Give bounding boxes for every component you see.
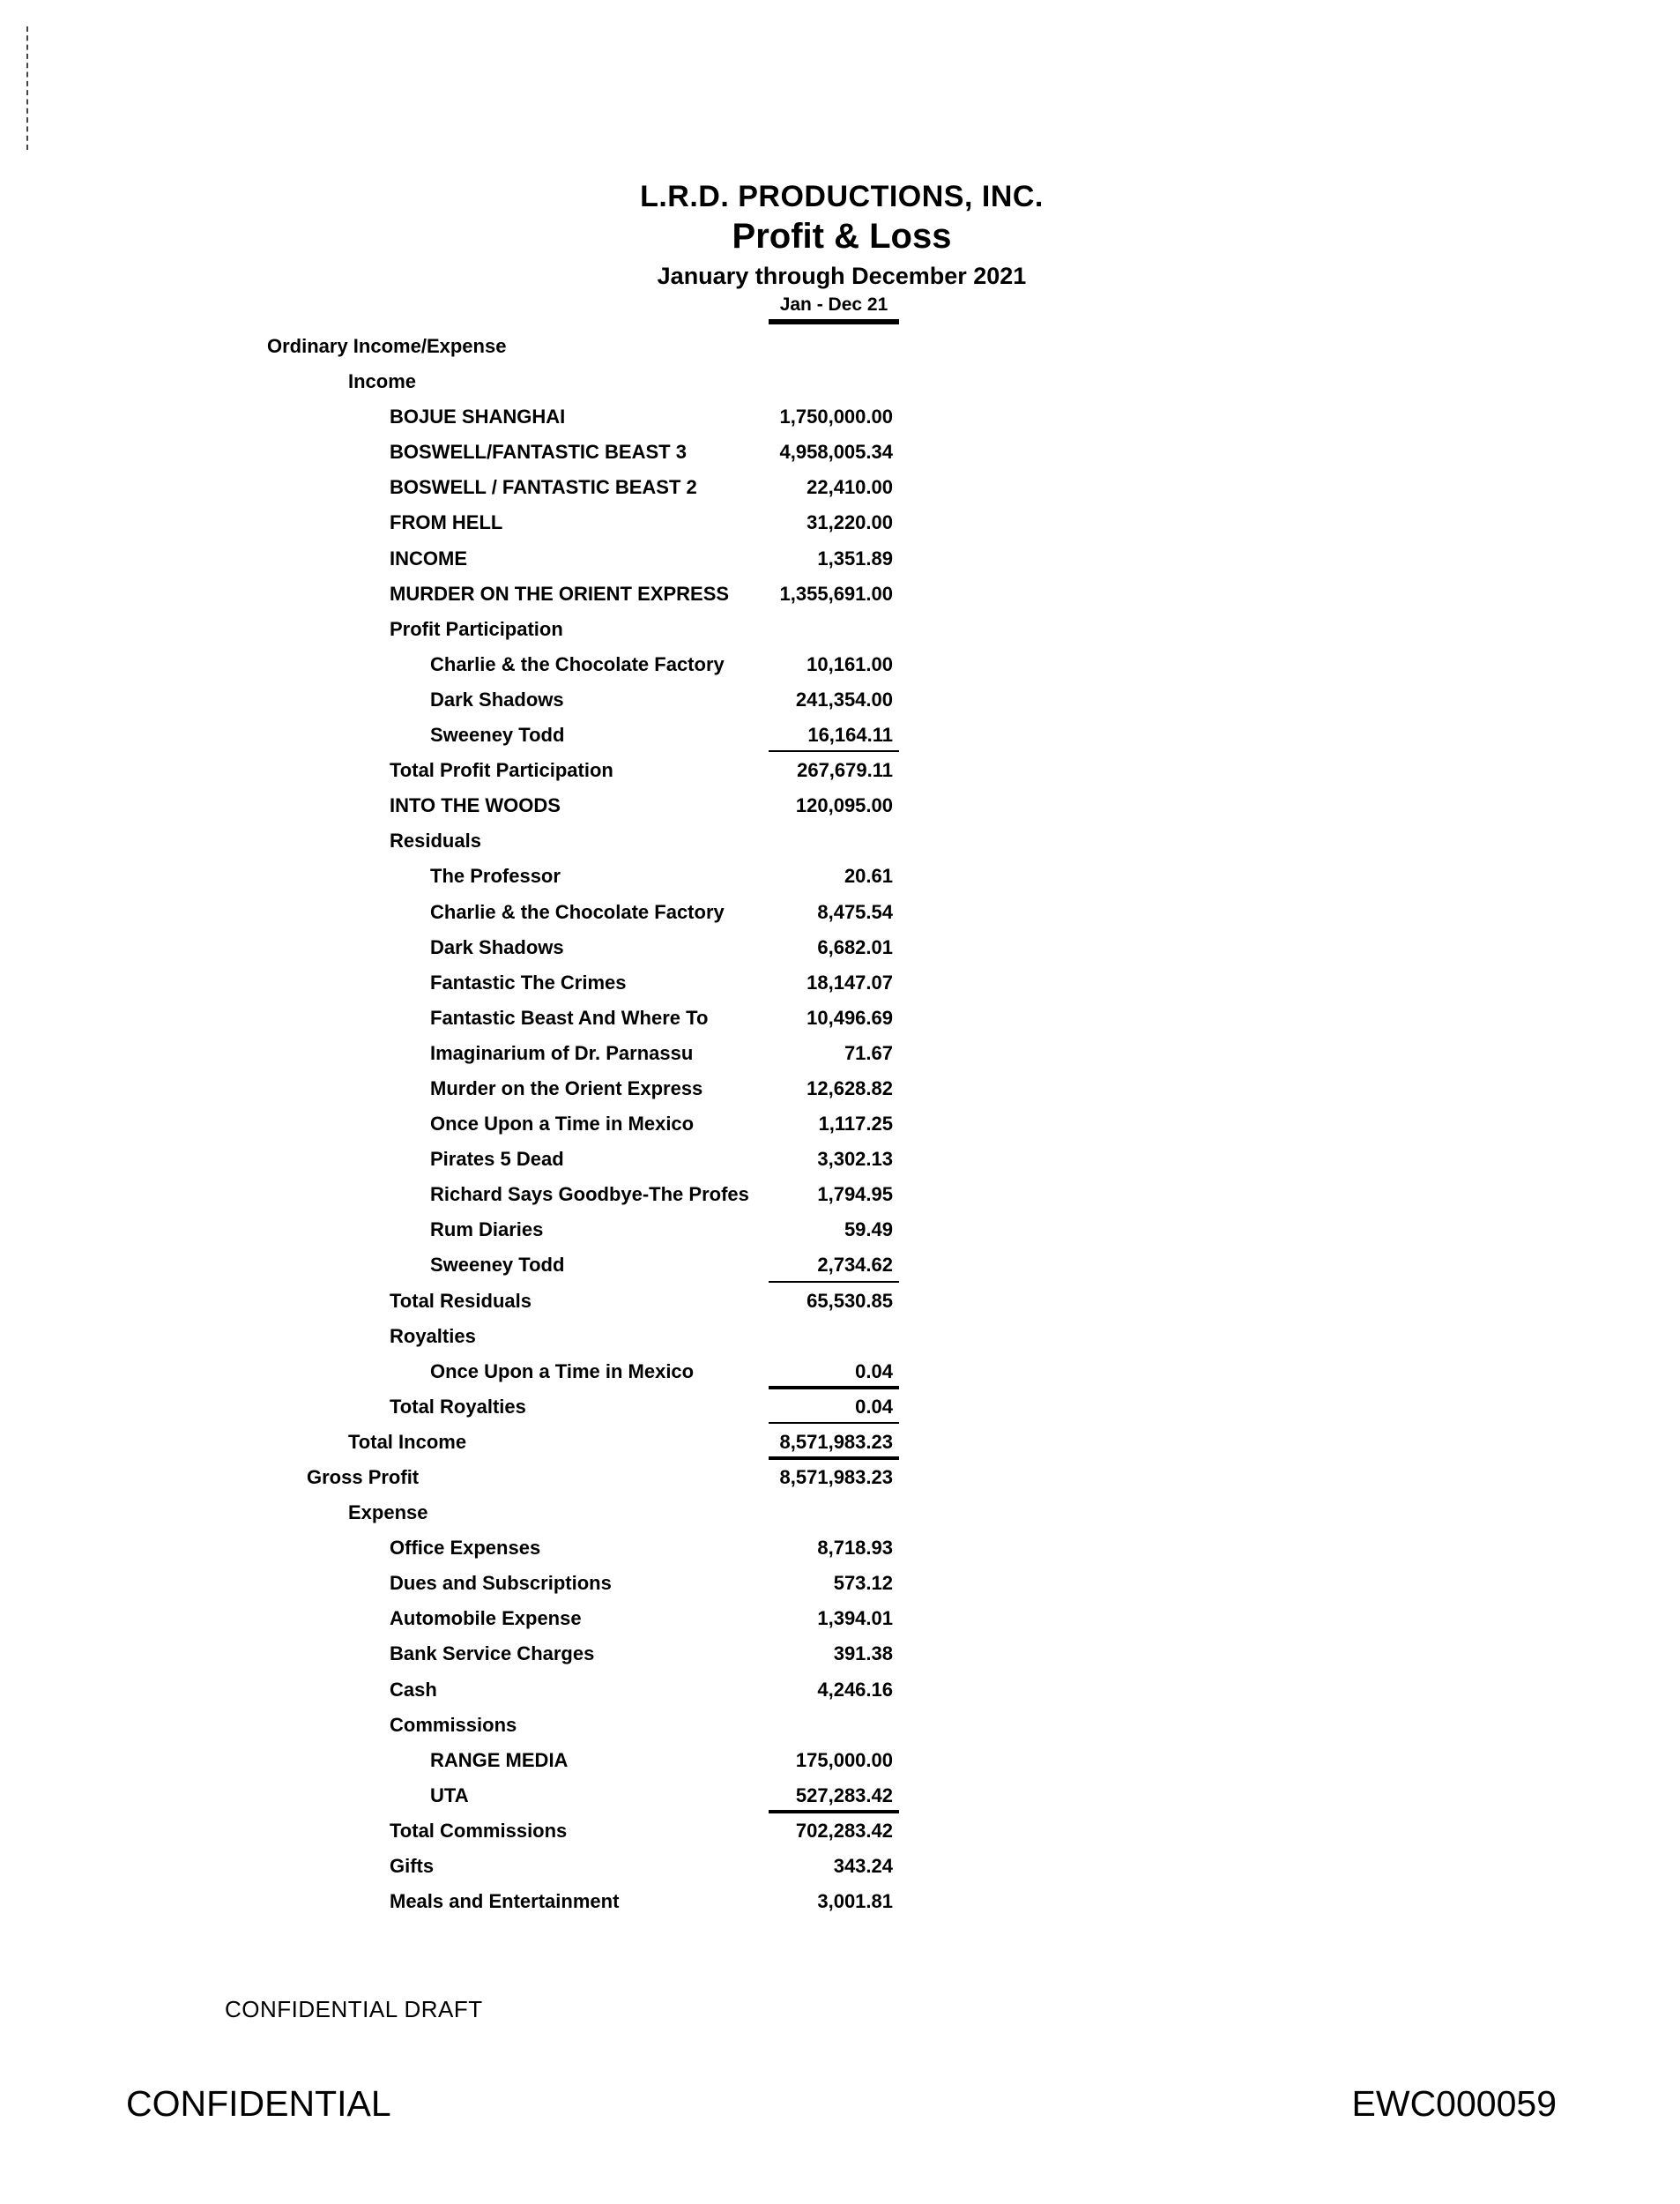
- confidential-label: CONFIDENTIAL: [126, 2083, 391, 2124]
- row-amount: 20.61: [844, 865, 893, 888]
- table-row: [0, 858, 1680, 893]
- row-label: Residuals: [390, 830, 481, 853]
- row-label: BOSWELL/FANTASTIC BEAST 3: [390, 441, 687, 464]
- row-label: Cash: [390, 1678, 437, 1701]
- row-label: Bank Service Charges: [390, 1642, 595, 1665]
- row-amount: 1,750,000.00: [779, 406, 893, 428]
- row-label: Sweeney Todd: [430, 1254, 565, 1277]
- table-row: [0, 1424, 1680, 1459]
- table-row: [0, 434, 1680, 469]
- row-amount: 1,351.89: [817, 547, 893, 570]
- row-label: Charlie & the Chocolate Factory: [430, 652, 725, 675]
- row-label: MURDER ON THE ORIENT EXPRESS: [390, 582, 730, 605]
- column-header: Jan - Dec 21: [779, 294, 888, 315]
- table-row: [0, 646, 1680, 681]
- table-row: [0, 929, 1680, 964]
- row-label: Richard Says Goodbye-The Profes: [430, 1183, 749, 1206]
- table-row: [0, 823, 1680, 858]
- row-amount: 3,001.81: [817, 1890, 893, 1913]
- row-amount: 8,571,983.23: [779, 1430, 893, 1453]
- table-row: [0, 1353, 1680, 1389]
- row-amount: 71.67: [844, 1041, 893, 1064]
- table-row: [0, 1530, 1680, 1565]
- row-amount: 573.12: [833, 1572, 893, 1595]
- row-amount: 1,394.01: [817, 1607, 893, 1630]
- row-amount: 12,628.82: [807, 1076, 893, 1099]
- row-amount: 702,283.42: [795, 1819, 893, 1842]
- table-row: [0, 1565, 1680, 1600]
- row-amount: 4,246.16: [817, 1678, 893, 1701]
- table-row: [0, 1494, 1680, 1530]
- row-label: Rum Diaries: [430, 1218, 544, 1241]
- row-amount: 241,354.00: [795, 688, 893, 711]
- table-row: [0, 1742, 1680, 1777]
- row-label: Gifts: [390, 1855, 435, 1878]
- table-row: [0, 1070, 1680, 1106]
- draft-label: CONFIDENTIAL DRAFT: [225, 1996, 483, 2022]
- report-title: Profit & Loss: [732, 217, 952, 256]
- table-row: [0, 398, 1680, 434]
- row-amount: 2,734.62: [817, 1254, 893, 1277]
- row-amount: 391.38: [833, 1642, 893, 1665]
- row-label: BOSWELL / FANTASTIC BEAST 2: [390, 476, 697, 499]
- table-row: [0, 681, 1680, 717]
- table-row: [0, 1211, 1680, 1247]
- row-label: Income: [348, 370, 417, 393]
- row-amount: 175,000.00: [795, 1748, 893, 1771]
- row-label: Expense: [348, 1501, 428, 1524]
- table-row: [0, 328, 1680, 363]
- table-row: [0, 894, 1680, 929]
- row-amount: 6,682.01: [817, 935, 893, 958]
- row-amount: 0.04: [855, 1395, 893, 1418]
- row-label: Dark Shadows: [430, 688, 564, 711]
- row-label: Dark Shadows: [430, 935, 564, 958]
- row-label: INCOME: [390, 547, 467, 570]
- row-label: Total Residuals: [390, 1289, 532, 1312]
- table-row: [0, 1141, 1680, 1176]
- row-amount: 22,410.00: [807, 476, 893, 499]
- table-row: [0, 1389, 1680, 1424]
- profit-loss-table: [0, 328, 1680, 1918]
- column-header-rule: [769, 319, 899, 324]
- row-amount: 267,679.11: [797, 759, 893, 782]
- table-row: [0, 1848, 1680, 1883]
- row-label: Sweeney Todd: [430, 724, 565, 747]
- row-amount: 120,095.00: [795, 794, 893, 817]
- row-label: Dues and Subscriptions: [390, 1572, 612, 1595]
- table-row: [0, 1672, 1680, 1707]
- row-label: Total Profit Participation: [390, 759, 613, 782]
- row-label: FROM HELL: [390, 511, 503, 534]
- row-label: Once Upon a Time in Mexico: [430, 1359, 695, 1382]
- row-label: Murder on the Orient Express: [430, 1076, 703, 1099]
- row-label: Automobile Expense: [390, 1607, 582, 1630]
- row-label: Profit Participation: [390, 617, 563, 640]
- row-label: Total Commissions: [390, 1819, 568, 1842]
- table-row: [0, 787, 1680, 823]
- row-amount: 8,571,983.23: [779, 1466, 893, 1488]
- table-row: [0, 1813, 1680, 1848]
- row-amount: 18,147.07: [807, 971, 893, 994]
- table-row: [0, 1106, 1680, 1141]
- row-amount: 343.24: [833, 1855, 893, 1878]
- row-label: Charlie & the Chocolate Factory: [430, 900, 725, 923]
- row-label: The Professor: [430, 865, 561, 888]
- row-amount: 527,283.42: [795, 1783, 893, 1806]
- report-period: January through December 2021: [657, 263, 1027, 289]
- row-amount: 4,958,005.34: [779, 441, 893, 464]
- row-label: UTA: [430, 1783, 469, 1806]
- table-row: [0, 752, 1680, 787]
- row-label: Total Income: [348, 1430, 467, 1453]
- row-amount: 8,718.93: [817, 1537, 893, 1560]
- row-amount: 65,530.85: [807, 1289, 893, 1312]
- row-amount: 31,220.00: [807, 511, 893, 534]
- table-row: [0, 576, 1680, 611]
- table-row: [0, 469, 1680, 504]
- table-row: [0, 1707, 1680, 1742]
- table-row: [0, 964, 1680, 1000]
- row-amount: 59.49: [844, 1218, 893, 1241]
- row-label: Office Expenses: [390, 1537, 541, 1560]
- table-row: [0, 611, 1680, 646]
- row-amount: 10,161.00: [807, 652, 893, 675]
- table-row: [0, 1176, 1680, 1211]
- table-row: [0, 1247, 1680, 1282]
- row-amount: 1,794.95: [817, 1183, 893, 1206]
- row-amount: 16,164.11: [807, 724, 893, 747]
- row-label: INTO THE WOODS: [390, 794, 561, 817]
- table-row: [0, 1000, 1680, 1035]
- table-row: [0, 363, 1680, 398]
- row-label: Pirates 5 Dead: [430, 1148, 564, 1171]
- row-amount: 8,475.54: [817, 900, 893, 923]
- row-label: Fantastic Beast And Where To: [430, 1006, 709, 1029]
- table-row: [0, 1600, 1680, 1635]
- table-row: [0, 1035, 1680, 1070]
- row-label: Royalties: [390, 1324, 476, 1347]
- row-label: Meals and Entertainment: [390, 1890, 620, 1913]
- row-label: Fantastic The Crimes: [430, 971, 627, 994]
- row-label: Imaginarium of Dr. Parnassu: [430, 1041, 694, 1064]
- row-label: BOJUE SHANGHAI: [390, 406, 566, 428]
- table-row: [0, 540, 1680, 576]
- table-row: [0, 1283, 1680, 1318]
- row-label: Once Upon a Time in Mexico: [430, 1113, 695, 1136]
- row-amount: 10,496.69: [807, 1006, 893, 1029]
- row-label: Ordinary Income/Expense: [267, 335, 507, 357]
- row-label: Gross Profit: [307, 1466, 420, 1488]
- row-label: Commissions: [390, 1713, 517, 1736]
- table-row: [0, 504, 1680, 540]
- table-row: [0, 1883, 1680, 1918]
- table-row: [0, 1318, 1680, 1353]
- table-row: [0, 717, 1680, 752]
- table-row: [0, 1777, 1680, 1813]
- scan-artifact: [26, 26, 30, 150]
- row-amount: 3,302.13: [817, 1148, 893, 1171]
- table-row: [0, 1459, 1680, 1494]
- row-label: RANGE MEDIA: [430, 1748, 569, 1771]
- bates-number: EWC000059: [1351, 2083, 1557, 2124]
- row-label: Total Royalties: [390, 1395, 526, 1418]
- row-amount: 1,355,691.00: [779, 582, 893, 605]
- company-name: L.R.D. PRODUCTIONS, INC.: [640, 180, 1044, 213]
- table-row: [0, 1635, 1680, 1671]
- row-amount: 0.04: [855, 1359, 893, 1382]
- row-amount: 1,117.25: [818, 1113, 893, 1136]
